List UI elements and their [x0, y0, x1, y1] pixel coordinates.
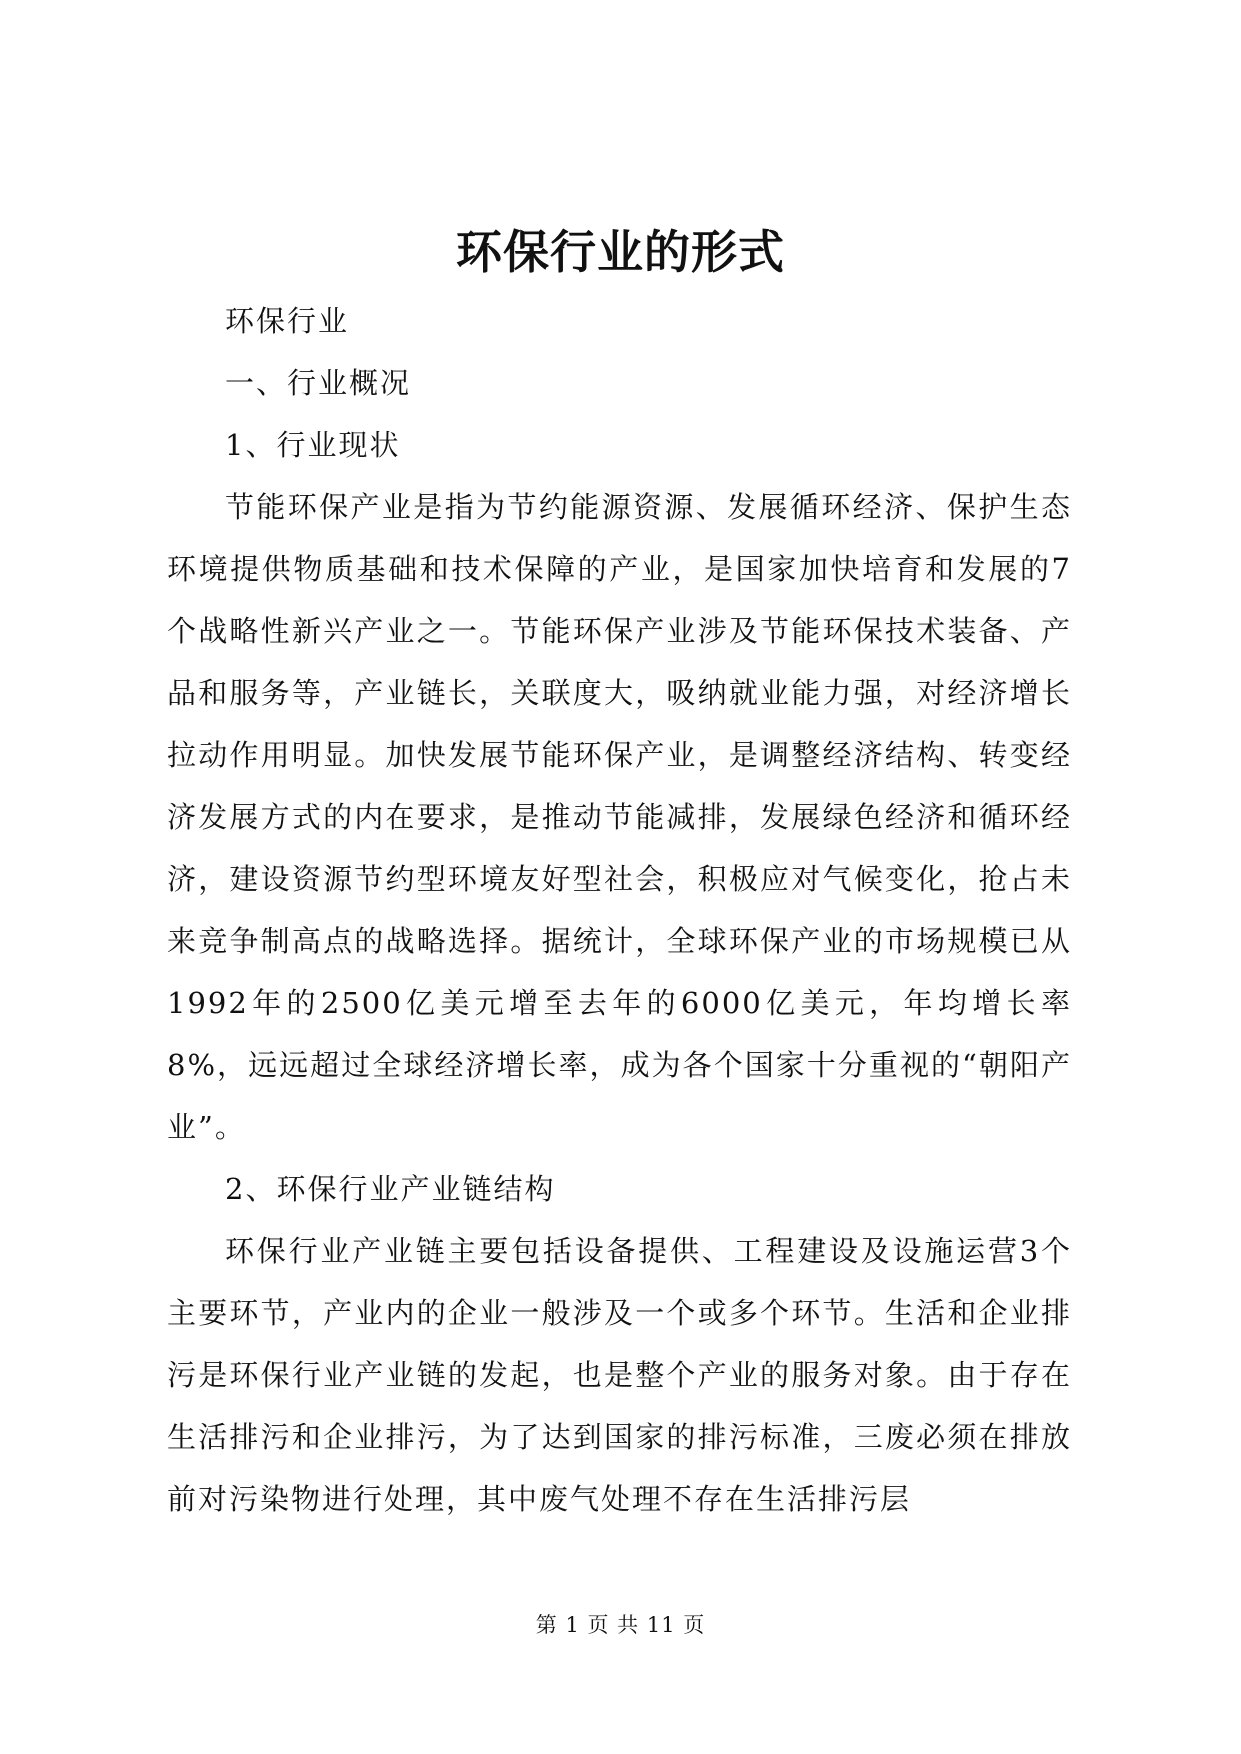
body-paragraph: 环保行业产业链主要包括设备提供、工程建设及设施运营3个主要环节，产业内的企业一般涉及一个或多个环节。生活和企业排污是环保行业产业链的发起，也是整个产业的服务对象。由于存在生活排污和企业排污，为了达到国家的排污标准，三废必须在排放前对污染物进行处理，其中废气处理不存在生活排污层	[167, 1234, 1072, 1516]
document-title: 环保行业的形式	[456, 225, 785, 279]
section-heading: 2、环保行业产业链结构	[225, 1172, 556, 1206]
section-heading: 环保行业	[225, 304, 350, 338]
document-body	[167, 290, 1072, 1530]
section-heading: 一、行业概况	[225, 366, 412, 400]
body-paragraph: 节能环保产业是指为节约能源资源、发展循环经济、保护生态环境提供物质基础和技术保障的产业，是国家加快培育和发展的7个战略性新兴产业之一。节能环保产业涉及节能环保技术装备、产品和服务等，产业链长，关联度大，吸纳就业能力强，对经济增长拉动作用明显。加快发展节能环保产业，是调整经济结构、转变经济发展方式的内在要求，是推动节能减排，发展绿色经济和循环经济，建设资源节约型环境友好型社会，积极应对气候变化，抢占未来竞争制高点的战略选择。据统计，全球环保产业的市场规模已从1992年的2500亿美元增至去年的6000亿美元，年均增长率8%，远远超过全球经济增长率，成为各个国家十分重视的“朝阳产业”。	[167, 490, 1072, 1144]
page-footer: 第 1 页 共 11 页	[535, 1613, 706, 1637]
section-heading: 1、行业现状	[225, 428, 401, 462]
